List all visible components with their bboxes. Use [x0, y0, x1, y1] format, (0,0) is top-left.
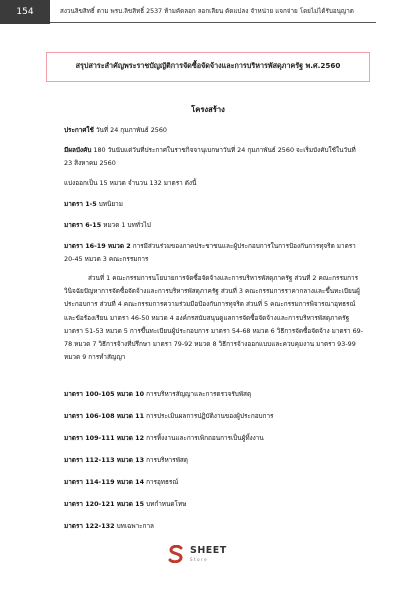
section-2-label: มาตรา 6-15: [64, 221, 102, 229]
announce-label: ประกาศใช้: [64, 126, 94, 134]
section-1: [64, 198, 364, 211]
logo-tagline: Store: [190, 557, 209, 562]
logo-name: SHEET: [190, 545, 227, 556]
sheet-store-logo: [168, 545, 252, 567]
section-4-text: การบริหารสัญญาและการตรวจรับพัสดุ: [144, 390, 252, 398]
section-1-label: มาตรา 1-5: [64, 200, 97, 208]
section-10-label: มาตรา 122-132: [64, 522, 115, 530]
effective-text: 180 วันนับแต่วันที่ประกาศในราชกิจจานุเบกษาวันที่ 24 กุมภาพันธ์ 2560 จะเริ่มบังคับใช้ในวันที่ 23 สิงหาคม 2560: [64, 146, 356, 168]
section-1-text: บทนิยาม: [96, 200, 123, 208]
section-4-label: มาตรา 100-105 หมวด 10: [64, 390, 145, 398]
announce-text: วันที่ 24 กุมภาพันธ์ 2560: [93, 126, 167, 134]
section-heading: โครงสร้าง: [191, 105, 225, 114]
section-9-text: บทกำหนดโทษ: [144, 500, 187, 508]
section-9: [64, 498, 364, 511]
section-8-text: การอุทธรณ์: [144, 478, 179, 486]
section-2: [64, 219, 364, 232]
section-3: [64, 240, 364, 266]
section-3-text: การมีส่วนร่วมของภาคประชาชนและผู้ประกอบการในการป้องกันการทุจริต มาตรา 20-45 หมวด 3 คณะกรรมการ: [64, 242, 356, 264]
section-9-label: มาตรา 120-121 หมวด 15: [64, 500, 145, 508]
section-7-text: การบริหารพัสดุ: [144, 456, 188, 464]
announce-line: [64, 124, 364, 137]
effective-label: มีผลบังคับ: [64, 146, 92, 154]
section-8-label: มาตรา 114-119 หมวด 14: [64, 478, 145, 486]
section-6-text: การทิ้งงานและการเพิกถอนการเป็นผู้ทิ้งงาน: [144, 434, 264, 442]
section-10-text: บทเฉพาะกาล: [114, 522, 154, 530]
title-box: [46, 52, 370, 82]
division-line: แบ่งออกเป็น 15 หมวด จำนวน 132 มาตรา ดังนี้: [64, 179, 197, 187]
section-5-text: การประเมินผลการปฏิบัติงานของผู้ประกอบการ: [144, 412, 274, 420]
document-title: สรุปสาระสำคัญพระราชบัญญัติการจัดซื้อจัดจ้างและการบริหารพัสดุภาครัฐ พ.ศ.2560: [75, 61, 341, 70]
section-7: [64, 454, 364, 467]
section-10: [64, 520, 364, 533]
section-6: [64, 432, 364, 445]
section-7-label: มาตรา 112-113 หมวด 13: [64, 456, 145, 464]
section-5: [64, 410, 364, 423]
section-3-label: มาตรา 16-19 หมวด 2: [64, 242, 131, 250]
committee-paragraph: ส่วนที่ 1 คณะกรรมการนโยบายการจัดซื้อจัดจ้างและการบริหารพัสดุภาครัฐ ส่วนที่ 2 คณะกรรมการวินิจฉัยปัญหาการจัดซื้อจัดจ้างและการบริหารพัสดุภาครัฐ ส่วนที่ 3 คณะกรรมการราคากลางและขึ้นทะเบียนผู้ประกอบการ ส่วนที่ 4 คณะกรรมการความร่วมมือป้องกันการทุจริต ส่วนที่ 5 คณะกรรมการพิจารณาอุทธรณ์และข้อร้องเรียน มาตรา 46-50 หมวด 4 องค์กรสนับสนุนดูแลการจัดซื้อจัดจ้างและการบริหารพัสดุภาครัฐ มาตรา 51-53 หมวด 5 การขึ้นทะเบียนผู้ประกอบการ มาตรา 54-68 หมวด 6 วิธีการจัดซื้อจัดจ้าง มาตรา 69-78 หมวด 7 วิธีการจ้างที่ปรึกษา มาตรา 79-92 หมวด 8 วิธีการจ้างออกแบบและควบคุมงาน มาตรา 93-99 หมวด 9 การทำสัญญา: [64, 274, 364, 362]
section-5-label: มาตรา 106-108 หมวด 11: [64, 412, 145, 420]
section-6-label: มาตรา 109-111 หมวด 12: [64, 434, 145, 442]
section-4: [64, 388, 364, 401]
effective-paragraph: [64, 144, 364, 170]
section-8: [64, 476, 364, 489]
section-2-text: หมวด 1 บททั่วไป: [101, 221, 151, 229]
header-divider: [50, 22, 376, 23]
s-logo-icon: [168, 545, 184, 563]
copyright-note: สงวนลิขสิทธิ์ ตาม พรบ.ลิขสิทธิ์ 2537 ห้ามคัดลอก ลอกเลียน ดัดแปลง จำหน่าย แจกจ่าย โดยไม่ได้รับอนุญาต: [60, 8, 354, 15]
page-number: 154: [0, 0, 50, 24]
